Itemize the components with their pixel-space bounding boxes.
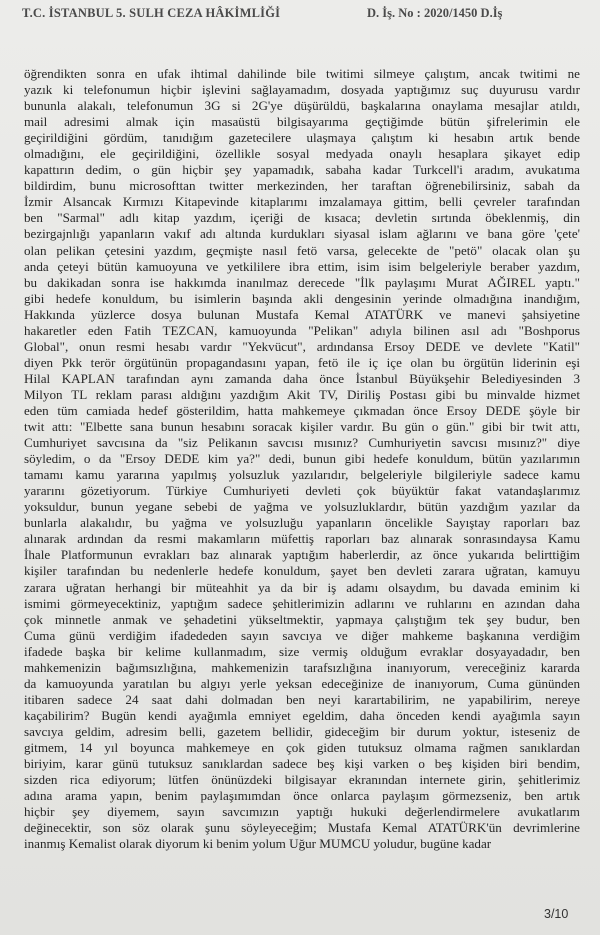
statement-body: [24, 66, 580, 852]
text-line: öğrendikten sonra en ufak ihtimal dahilinde bile twitimi silmeye çalıştım, ancak twitimi ne: [24, 66, 580, 81]
text-line: inanmış Kemalist olarak diyorum ki benim yolum Uğur MUMCU yoludur, bugüne kadar: [24, 836, 492, 852]
text-line: söyledim, o da "Ersoy DEDE kim ya?" dedi, bunun gibi hedefe konuldum, bütün yazılarımın: [24, 451, 580, 467]
text-line: gitmem, 14 yıl boyunca mahkemeye en çok giden tutuksuz olmama rağmen sanıklardan: [24, 739, 580, 755]
text-line: da kamuoyunda yaratılan bu algıyı yerle yeksan edeceğinize de inanıyorum, Cuma gününden: [24, 675, 580, 691]
text-line: yararını gözetiyorum. Türkiye Cumhuriyeti devleti çok büyüktür fakat vatandaşlarımız: [24, 483, 580, 499]
text-line: biriyim, karar günü tutuksuz sanıklardan sadece beş kişi varken o beş kişiden biri bendim,: [24, 756, 580, 772]
text-line: ben "Sarmal" adlı kitap yazdım, içeriği de kısaca; devletin sırtında öbeklenmiş, din: [24, 210, 580, 226]
page-number: 3/10: [544, 907, 569, 921]
text-line: bezirgajnlığı yapanların vakıf adı altında kurdukları siyasal islam ağlarını ve bana göre 'çete': [24, 226, 580, 242]
text-line: Global", onun resmi hesabı vardır "Yekvücut", ardındansa Ersoy DEDE ve devlete "Katil": [24, 338, 580, 354]
text-line: bildirdim, bunu microsofttan twitter merkezinden, her taraftan öğrenebilirsiniz, sabah da: [24, 178, 580, 194]
text-line: hiçbir şey diyemem, sayın savcımızın yaptığı hukuki değerlendirmelere avukatlarım: [24, 804, 580, 820]
text-line: tamamı kamu yararına yapılmış yolsuzluk yazılarıdır, belgeleriyle bilgileriyle sadece kamu: [24, 467, 580, 483]
page-header: [22, 6, 578, 26]
text-line: mail adresimi almak için masaüstü bilgisayarıma geçtiğimde bütün şifrelerimin ele: [24, 114, 580, 130]
text-line: değinecektir, son söz olarak şunu söyleyeceğim; Mustafa Kemal ATATÜRK'ün devrimlerine: [24, 820, 580, 836]
text-line: anda çeteyi bütün kamuoyuna ve yetkililere ibra ettim, isim isim belgeleriyle beraber yazdım,: [24, 258, 580, 274]
file-number: D. İş. No : 2020/1450 D.İş: [367, 6, 503, 20]
text-line: kişiler tarafından bu nedenlerle hedefe konuldum, şayet ben devleti zarara uğratan, kamuyu: [24, 563, 580, 579]
text-line: adına arama yapın, benim paylaşımımdan önce onlarca paylaşım görmezseniz, ben artık: [24, 788, 580, 804]
text-line: eden tüm camiada hedef gösterildim, hatta mahkemeye çıkmadan önce Ersoy DEDE şöyle bir: [24, 402, 580, 418]
text-line: Cuma günü verdiğim ifadededen sayın savcıya ve diğer mahkeme başkanına verdiğim: [24, 627, 580, 643]
text-line: bunlarla alakalıdır, bu yağma ve yolsuzluğu yapanların öncelikle Sayıştay raporları baz: [24, 515, 580, 531]
text-line: gibi hedefe konuldum, bu isimlerin başında akli dengesinin yerinde olmadığına inandığım,: [24, 290, 580, 306]
text-line: yoksuldur, bunun yegane sebebi de yağma ve yolsuzluklardır, bütün yazdığım yazılar da: [24, 499, 580, 515]
text-line: alınarak ardından da resmi makamların müfettiş raporları baz alınarak sonrasındaysa Kamu: [24, 531, 580, 547]
text-line: savcıya geldim, adresim belli, gazetem bellidir, gideceğim bir durum yoktur, isteseniz de: [24, 723, 580, 739]
text-line: hakaretler eden Fatih TEZCAN, kamuoyunda "Pelikan" adıyla bilinen asıl adı "Boshporus: [24, 322, 580, 338]
text-line: geçirildiğini gördüm, tanıdığım gazetecilere ulaşmaya çalıştım ki hesabın artık bende: [24, 130, 580, 146]
court-name: T.C. İSTANBUL 5. SULH CEZA HÂKİMLİĞİ: [22, 6, 281, 20]
text-line: ifadede başka bir kelime kullanmadım, size vermiş olduğum evraklar dosyayadadır, ben: [24, 643, 580, 659]
text-line: yazık ki telefonumun hiçbir işlevini sağlayamadım, dosyada yaptığımız suç duyurusu vardır: [24, 82, 580, 98]
text-line: olmadığını, ele geçirildiğini, özellikle sosyal medyada onaylı hesaplara şikayet edip: [24, 146, 580, 162]
text-line: bununla alakalı, telefonumun 3G si 2G'ye düşürüldü, başkalarına onaylama mesajlar atıldı,: [24, 98, 580, 114]
text-line: zarara uğratan herhangi bir müteahhit ya da bir iş adamı olsaydım, bu davada eminim ki: [24, 579, 580, 595]
text-line: kaçabilirim? Bugün kendi ayağımla emniyet egeldim, daha önceden kendi ayağımla sayın: [24, 707, 580, 723]
text-line: ismimi görmeyecektiniz, yaptığım sadece şehitlerimizin adlarını ve ruhlarını en azından daha: [24, 595, 580, 611]
text-line: İzmir Alsancak Kırmızı Kitapevinde kitaplarımı imzalamaya gittim, belli çevreler tarafından: [24, 194, 580, 210]
text-line: mahkemenizin bağımsızlığına, mahkemenizin tarafsızlığına inanıyorum, vereceğiniz kararda: [24, 659, 580, 675]
text-line: İhale Platformunun evrakları baz alınarak yaptığım haberlerdir, az önce yukarıda belirttiğim: [24, 547, 580, 563]
text-line: diyen Pkk terör örgütünün propagandasını yapan, fetö ile iç içe olan bu örgütün liderinin eşi: [24, 354, 580, 370]
text-line: kapattırın dedim, o gün hiçbir şey yapamadık, sabaha kadar Turkcell'i aradım, avukatıma: [24, 162, 580, 178]
text-line: bu dakikadan sonra ise hakkımda inanılmaz derecede "İlk paylaşımı Murat AĞIREL yaptı.": [24, 274, 580, 290]
text-line: sizden rica ediyorum; lütfen önünüzdeki bilgisayar ekranından internete girin, şehitlerimiz: [24, 772, 580, 788]
text-line: çok minnetle anmak ve şehadetini yükseltmektir, yapmaya çalıştığım tek şey budur, ben: [24, 611, 580, 627]
text-line: Hilal KAPLAN tarafından aynı zamanda daha önce İstanbul Büyükşehir Belediyesinden 3: [24, 370, 580, 386]
text-line: itibaren sadece 24 saat dahi dolmadan ben neyi karartabilirim, ne yapabilirim, nereye: [24, 691, 580, 707]
text-line: Cumhuriyet savcısına da "siz Pelikanın savcısı mısınız? Cumhuriyetin savcısı mısınız?" diye: [24, 435, 580, 451]
text-line: olan pelikan çetesini yazdım, geçmişte nasıl fetö varsa, gelecekte de "petö" olacak olan şu: [24, 242, 580, 258]
text-line: Hakkında yüzlerce dosya bulunan Mustafa Kemal ATATÜRK ve manevi şahsiyetine: [24, 306, 580, 322]
text-line: Milyon TL reklam parası aldığını yazdığım Akit TV, Diriliş Postası gibi bu minvalde hizmet: [24, 386, 580, 402]
text-line: twit attı: "Elbette sana bunun hesabını soracak kişiler vardır. Bu gün o gün." gibi bir twit attı,: [24, 419, 580, 435]
